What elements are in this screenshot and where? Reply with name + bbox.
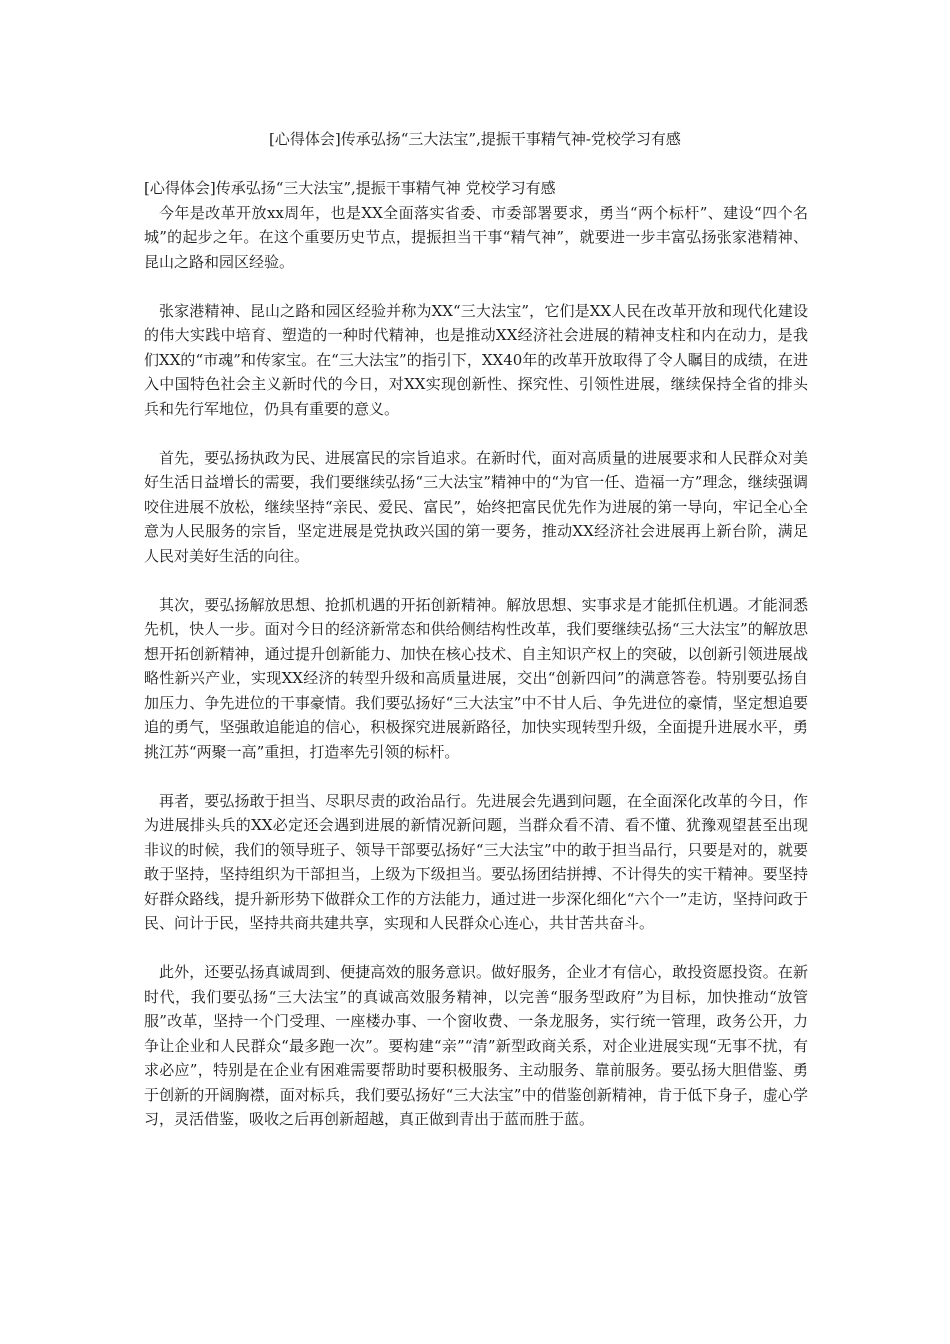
paragraph-5: 再者，要弘扬敢于担当、尽职尽责的政治品行。先进展会先遇到问题，在全面深化改革的今日，作为进展排头兵的XX必定还会遇到进展的新情况新问题，当群众看不清、看不懂、犹豫观望甚至出现非议的时候，我们的领导班子、领导干部要弘扬好“三大法宝”中的敢于担当品行，只要是对的，就要敢于坚持，坚持组织为干部担当，上级为下级担当。要弘扬团结拼搏、不计得失的实干精神。要坚持好群众路线，提升新形势下做群众工作的方法能力，通过进一步深化细化“六个一”走访，坚持问政于民、问计于民，坚持共商共建共享，实现和人民群众心连心，共甘苦共奋斗。 [144, 791, 808, 932]
document-subtitle: [心得体会]传承弘扬“三大法宝”,提振干事精气神 党校学习有感 [144, 179, 556, 197]
document-title: [心得体会]传承弘扬“三大法宝”,提振干事精气神-党校学习有感 [269, 130, 681, 148]
paragraph-6: 此外，还要弘扬真诚周到、便捷高效的服务意识。做好服务，企业才有信心，敢投资愿投资。在新时代，我们要弘扬“三大法宝”的真诚高效服务精神，以完善“服务型政府”为目标，加快推动“放管服”改革，坚持一个门受理、一座楼办事、一个窗收费、一条龙服务，实行统一管理，政务公开，力争让企业和人民群众“最多跑一次”。要构建“亲”“清”新型政商关系，对企业进展实现“无事不扰，有求必应”，特别是在企业有困难需要帮助时要积极服务、主动服务、靠前服务。要弘扬大胆借鉴、勇于创新的开阔胸襟，面对标兵，我们要弘扬好“三大法宝”中的借鉴创新精神，肯于低下身子，虚心学习，灵活借鉴，吸收之后再创新超越，真正做到青出于蓝而胜于蓝。 [144, 963, 808, 1128]
paragraph-3: 首先，要弘扬执政为民、进展富民的宗旨追求。在新时代，面对高质量的进展要求和人民群众对美好生活日益增长的需要，我们要继续弘扬“三大法宝”精神中的“为官一任、造福一方”理念，继续强调咬住进展不放松，继续坚持“亲民、爱民、富民”，始终把富民优先作为进展的第一导向，牢记全心全意为人民服务的宗旨，坚定进展是党执政兴国的第一要务，推动XX经济社会进展再上新台阶，满足人民对美好生活的向往。 [144, 448, 808, 565]
paragraph-2: 张家港精神、昆山之路和园区经验并称为XX“三大法宝”，它们是XX人民在改革开放和现代化建设的伟大实践中培育、塑造的一种时代精神，也是推动XX经济社会进展的精神支柱和内在动力，是我们XX的“市魂”和传家宝。在“三大法宝”的指引下，XX40年的改革开放取得了令人瞩目的成绩，在进入中国特色社会主义新时代的今日，对XX实现创新性、探究性、引领性进展，继续保持全省的排头兵和先行军地位，仍具有重要的意义。 [144, 301, 808, 418]
document-body [144, 176, 808, 1156]
paragraph-4: 其次，要弘扬解放思想、抢抓机遇的开拓创新精神。解放思想、实事求是才能抓住机遇。才能洞悉先机，快人一步。面对今日的经济新常态和供给侧结构性改革，我们要继续弘扬“三大法宝”的解放思想开拓创新精神，通过提升创新能力、加快在核心技术、自主知识产权上的突破，以创新引领进展战略性新兴产业，实现XX经济的转型升级和高质量进展，交出“创新四问”的满意答卷。特别要弘扬自加压力、争先进位的干事豪情。我们要弘扬好“三大法宝”中不甘人后、争先进位的豪情，坚定想追要追的勇气，坚强敢追能追的信心，积极探究进展新路径，加快实现转型升级，全面提升进展水平，勇挑江苏“两聚一高”重担，打造率先引领的标杆。 [144, 595, 808, 761]
paragraph-1: 今年是改革开放xx周年，也是XX全面落实省委、市委部署要求，勇当“两个标杆”、建设“四个名城”的起步之年。在这个重要历史节点，提振担当干事“精气神”，就要进一步丰富弘扬张家港精神、昆山之路和园区经验。 [144, 203, 808, 271]
